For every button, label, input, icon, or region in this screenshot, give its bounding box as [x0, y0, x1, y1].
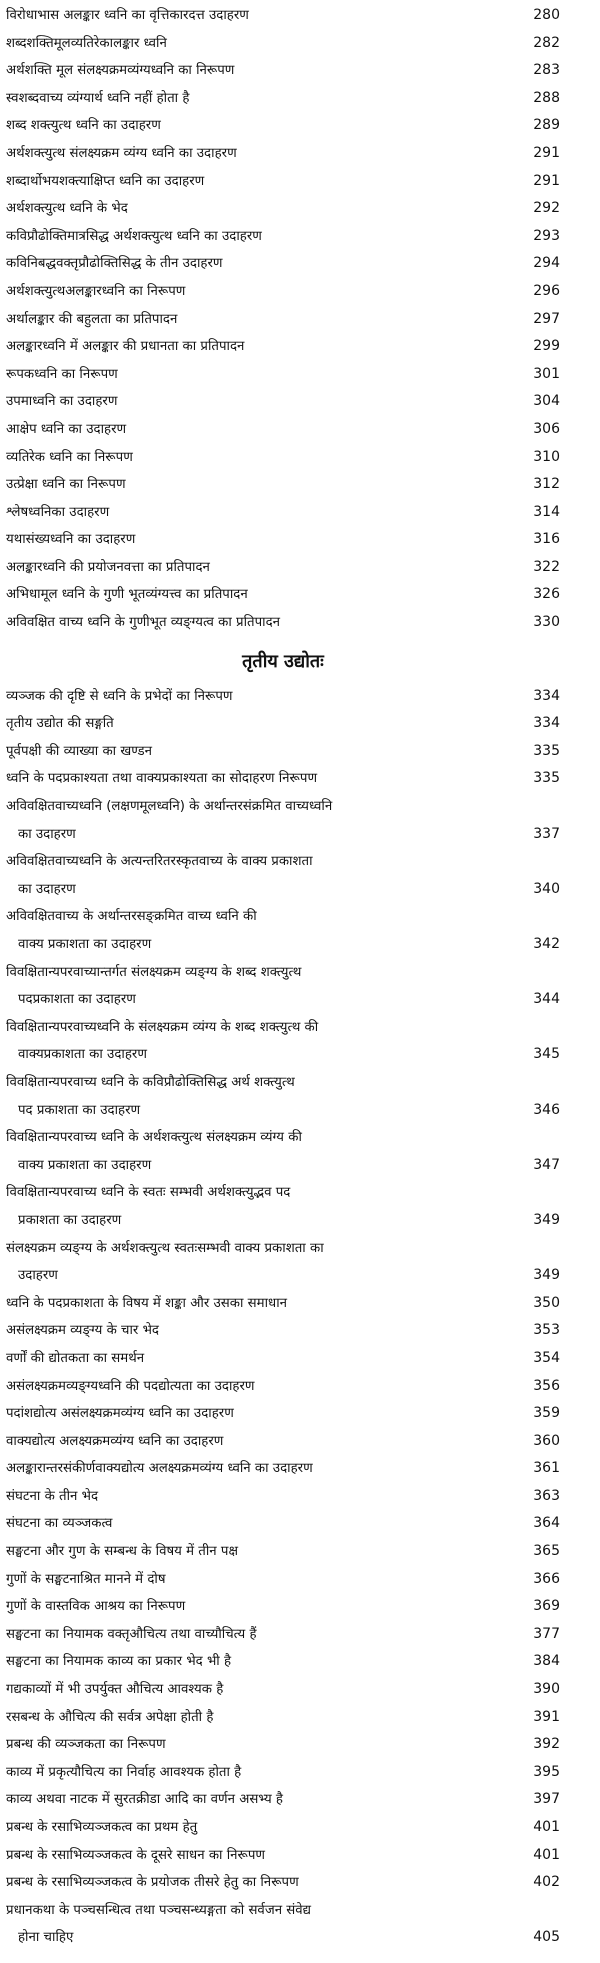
toc-entry — [6, 1455, 560, 1483]
toc-entry — [6, 1676, 560, 1704]
toc-entry-title — [6, 278, 446, 306]
toc-entry-title-line: सङ्घटना और गुण के सम्बन्ध के विषय में तीन पक्ष — [6, 1544, 238, 1560]
toc-entry-page-number: 337 — [533, 825, 560, 842]
toc-entry-title-line: गुणों के वास्तविक आश्रय का निरूपण — [6, 1599, 186, 1615]
toc-entry-title-line: उपमाध्वनि का उदाहरण — [6, 394, 118, 410]
toc-entry-page-number: 280 — [533, 7, 560, 23]
toc-entry — [6, 793, 560, 848]
toc-entry — [6, 471, 560, 499]
toc-entry-title-line: सङ्घटना का नियामक वक्तृऔचित्य तथा वाच्यौचित्य हैं — [6, 1626, 257, 1642]
toc-entry — [6, 1317, 560, 1345]
toc-entry-title-line: प्रबन्ध के रसाभिव्यञ्जकत्व के दूसरे साधन का निरूपण — [6, 1847, 266, 1863]
toc-entry-page-number: 293 — [533, 227, 560, 244]
toc-entry-title — [6, 526, 446, 554]
toc-entry-title-line: काव्य अथवा नाटक में सुरतक्रीडा आदि का वर्णन असभ्य है — [6, 1792, 283, 1808]
toc-entry-title-line: रसबन्ध के औचित्य की सर्वत्र अपेक्षा होती है — [6, 1709, 214, 1725]
toc-entry-title — [6, 581, 446, 609]
toc-entry-title-line: अविवक्षितवाच्यध्वनि (लक्षणमूलध्वनि) के अर्थान्तरसंक्रमित वाच्यध्वनि — [6, 799, 333, 815]
toc-entry-title — [6, 1648, 446, 1676]
toc-entry — [6, 609, 560, 637]
toc-entry-page-number: 365 — [533, 1543, 560, 1560]
toc-entry — [6, 1179, 560, 1234]
toc-entry-title — [6, 499, 446, 527]
toc-entry — [6, 1400, 560, 1428]
toc-entry-title-line: पदांशद्योत्य असंलक्ष्यक्रमव्यंग्य ध्वनि का उदाहरण — [6, 1406, 234, 1422]
toc-entry-page-number: 299 — [533, 338, 560, 355]
toc-entry-title-line: शब्दशक्तिमूलव्यतिरेकालङ्कार ध्वनि — [6, 35, 167, 51]
toc-entry-title — [6, 1759, 446, 1787]
toc-entry-page-number: 334 — [533, 715, 560, 732]
toc-entry — [6, 1069, 560, 1124]
toc-entry-title-line: गद्यकाव्यों में भी उपर्युक्त औचित्य आवश्यक है — [6, 1682, 224, 1698]
toc-entry — [6, 1566, 560, 1594]
toc-entry-title-line: शब्दार्थोभयशक्त्याक्षिप्त ध्वनि का उदाहरण — [6, 173, 205, 189]
toc-entry — [6, 195, 560, 223]
toc-entry — [6, 1593, 560, 1621]
toc-entry-page-number: 306 — [533, 420, 560, 437]
toc-entry-title-line: गुणों के सङ्घटनाश्रित मानने में दोष — [6, 1571, 166, 1587]
toc-section-2 — [6, 683, 560, 1952]
toc-entry-title-line: संघटना का व्यञ्जकत्व — [6, 1516, 113, 1532]
toc-entry-page-number: 283 — [533, 62, 560, 79]
toc-entry-title — [6, 903, 446, 958]
toc-entry-title — [6, 1566, 446, 1594]
toc-entry-title — [6, 1842, 446, 1870]
toc-entry-page-number: 335 — [533, 770, 560, 787]
toc-entry-title — [6, 1731, 446, 1759]
toc-entry-title-line: संलक्ष्यक्रम व्यङ्ग्य के अर्थशक्त्युत्थ स्वतःसम्भवी वाक्य प्रकाशता का — [6, 1240, 324, 1256]
toc-entry-page-number: 296 — [533, 282, 560, 299]
toc-entry-title — [6, 140, 446, 168]
toc-entry — [6, 250, 560, 278]
toc-entry — [6, 361, 560, 389]
toc-entry-page-number: 390 — [533, 1681, 560, 1698]
toc-entry-page-number: 301 — [533, 365, 560, 382]
toc-entry — [6, 168, 560, 196]
toc-entry-title-line: प्रबन्ध के रसाभिव्यञ्जकत्व के प्रयोजक तीसरे हेतु का निरूपण — [6, 1875, 299, 1891]
toc-entry-title-continuation: वाक्य प्रकाशता का उदाहरण — [18, 1157, 152, 1173]
toc-entry-title-line: यथासंख्यध्वनि का उदाहरण — [6, 532, 136, 548]
toc-entry — [6, 1373, 560, 1401]
toc-entry-page-number: 350 — [533, 1294, 560, 1311]
toc-entry-title — [6, 1317, 446, 1345]
toc-section-1 — [6, 2, 560, 637]
toc-entry-title — [6, 738, 446, 766]
toc-entry — [6, 1704, 560, 1732]
toc-entry-page-number: 335 — [533, 742, 560, 759]
toc-entry-title-line: विवक्षितान्यपरवाच्य ध्वनि के अर्थशक्त्युत्थ संलक्ष्यक्रम व्यंग्य की — [6, 1130, 302, 1146]
toc-entry — [6, 526, 560, 554]
toc-entry-page-number: 364 — [533, 1515, 560, 1532]
toc-entry-page-number: 405 — [533, 1929, 560, 1946]
toc-entry-title-line: विवक्षितान्यपरवाच्य ध्वनि के कविप्रौढोक्तिसिद्ध अर्थ शक्त्युत्थ — [6, 1074, 295, 1090]
toc-entry-title — [6, 1897, 446, 1952]
toc-entry-page-number: 349 — [533, 1267, 560, 1284]
toc-entry-page-number: 384 — [533, 1653, 560, 1670]
toc-entry-page-number: 310 — [533, 448, 560, 465]
toc-entry-title-line: अविवक्षितवाच्य के अर्थान्तरसङ्क्रमित वाच्य ध्वनि की — [6, 909, 257, 925]
chapter-heading: तृतीय उद्योतः — [242, 650, 324, 672]
toc-entry-title-line: उत्प्रेक्षा ध्वनि का निरूपण — [6, 477, 126, 493]
toc-entry — [6, 1814, 560, 1842]
toc-entry — [6, 444, 560, 472]
toc-entry-title-line: अलङ्कारध्वनि में अलङ्कार की प्रधानता का प्रतिपादन — [6, 339, 245, 355]
toc-entry-title-line: प्रधानकथा के पञ्चसन्धित्व तथा पञ्चसन्ध्यङ्गता को सर्वजन संवेद्य — [6, 1902, 312, 1918]
toc-entry-page-number: 340 — [533, 880, 560, 897]
toc-entry — [6, 765, 560, 793]
toc-entry-title — [6, 1676, 446, 1704]
toc-entry-title — [6, 471, 446, 499]
toc-entry-title — [6, 306, 446, 334]
toc-entry-title — [6, 1704, 446, 1732]
toc-entry-page-number: 288 — [533, 89, 560, 106]
toc-entry — [6, 1759, 560, 1787]
toc-entry — [6, 1510, 560, 1538]
toc-entry-page-number: 326 — [533, 586, 560, 603]
toc-entry-title — [6, 1235, 446, 1290]
toc-entry-page-number: 322 — [533, 558, 560, 575]
toc-entry — [6, 140, 560, 168]
toc-entry-page-number: 349 — [533, 1211, 560, 1228]
toc-entry-title-continuation: प्रकाशता का उदाहरण — [18, 1212, 122, 1228]
toc-entry-page-number: 345 — [533, 1046, 560, 1063]
toc-entry-title — [6, 609, 446, 637]
toc-entry-title — [6, 1290, 446, 1318]
toc-entry-title — [6, 2, 446, 30]
toc-entry-title-line: कविप्रौढोक्तिमात्रसिद्ध अर्थशक्त्युत्थ ध्वनि का उदाहरण — [6, 228, 262, 244]
toc-entry-title-line: अर्थशक्त्युत्थ ध्वनि के भेद — [6, 201, 128, 217]
toc-entry-title-line: रूपकध्वनि का निरूपण — [6, 366, 118, 382]
toc-entry — [6, 112, 560, 140]
toc-entry-title — [6, 1814, 446, 1842]
toc-entry — [6, 554, 560, 582]
toc-entry — [6, 223, 560, 251]
toc-entry-title-line: स्वशब्दवाच्य व्यंग्यार्थ ध्वनि नहीं होता है — [6, 90, 190, 106]
toc-entry-title-line: वर्णों की द्योतकता का समर्थन — [6, 1350, 145, 1366]
toc-entry-title-continuation: वाक्यप्रकाशता का उदाहरण — [18, 1047, 147, 1063]
toc-entry-title — [6, 959, 446, 1014]
toc-entry-title-continuation: वाक्य प्रकाशता का उदाहरण — [18, 937, 152, 952]
toc-entry — [6, 306, 560, 334]
toc-entry-title-line: पूर्वपक्षी की व्याख्या का खण्डन — [6, 743, 153, 759]
toc-entry-page-number: 347 — [533, 1156, 560, 1173]
toc-entry-title-line: अविवक्षितवाच्यध्वनि के अत्यन्तरितरस्कृतवाच्य के वाक्य प्रकाशता — [6, 854, 313, 870]
toc-entry-title — [6, 1400, 446, 1428]
toc-entry-title — [6, 710, 446, 738]
toc-entry-title-line: विवक्षितान्यपरवाच्यान्तर्गत संलक्ष्यक्रम व्यङ्ग्य के शब्द शक्त्युत्थ — [6, 964, 302, 980]
toc-entry-title-line: अर्थशक्ति मूल संलक्ष्यक्रमव्यंग्यध्वनि का निरूपण — [6, 63, 235, 79]
toc-entry-title — [6, 250, 446, 278]
toc-entry — [6, 738, 560, 766]
toc-entry-page-number: 363 — [533, 1487, 560, 1504]
toc-entry-title-continuation: उदाहरण — [18, 1268, 58, 1284]
toc-entry-title-line: प्रबन्ध के रसाभिव्यञ्जकत्व का प्रथम हेतु — [6, 1820, 198, 1835]
toc-entry — [6, 959, 560, 1014]
toc-entry — [6, 499, 560, 527]
toc-entry-title — [6, 1373, 446, 1401]
toc-entry-page-number: 397 — [533, 1791, 560, 1808]
toc-entry-page-number: 361 — [533, 1460, 560, 1477]
toc-entry-title-line: असंलक्ष्यक्रमव्यङ्ग्यध्वनि की पदद्योत्यता का उदाहरण — [6, 1378, 255, 1394]
toc-entry-page-number: 353 — [533, 1322, 560, 1339]
toc-entry — [6, 1290, 560, 1318]
toc-entry-title-line: श्लेषध्वनिका उदाहरण — [6, 504, 110, 520]
toc-entry-title-line: संघटना के तीन भेद — [6, 1488, 99, 1504]
toc-entry-page-number: 401 — [533, 1819, 560, 1835]
toc-entry-title-line: अर्थशक्त्युत्थअलङ्कारध्वनि का निरूपण — [6, 283, 186, 299]
toc-entry-title — [6, 1345, 446, 1373]
toc-entry — [6, 85, 560, 113]
toc-entry — [6, 57, 560, 85]
toc-entry-page-number: 354 — [533, 1349, 560, 1366]
toc-entry-title-line: विरोधाभास अलङ्कार ध्वनि का वृत्तिकारदत्त उदाहरण — [6, 8, 249, 23]
toc-entry-page-number: 304 — [533, 393, 560, 410]
toc-entry-title-line: शब्द शक्त्युत्थ ध्वनि का उदाहरण — [6, 118, 161, 134]
toc-entry-page-number: 330 — [533, 614, 560, 631]
toc-entry — [6, 848, 560, 903]
toc-entry-title-line: आक्षेप ध्वनि का उदाहरण — [6, 421, 127, 437]
toc-entry-title — [6, 848, 446, 903]
toc-entry-page-number: 334 — [533, 687, 560, 704]
toc-entry-page-number: 392 — [533, 1736, 560, 1753]
toc-entry-page-number: 291 — [533, 144, 560, 161]
toc-entry — [6, 710, 560, 738]
toc-entry-title-line: अर्थशक्त्युत्थ संलक्ष्यक्रम व्यंग्य ध्वनि का उदाहरण — [6, 145, 237, 161]
toc-entry-page-number: 360 — [533, 1432, 560, 1449]
toc-entry-title — [6, 85, 446, 113]
toc-entry-page-number: 346 — [533, 1101, 560, 1118]
toc-entry-page-number: 359 — [533, 1405, 560, 1422]
toc-entry-title-line: कविनिबद्धवक्तृप्रौढोक्तिसिद्ध के तीन उदाहरण — [6, 256, 223, 272]
toc-entry-title-line: काव्य में प्रकृत्यौचित्य का निर्वाह आवश्यक होता है — [6, 1764, 242, 1780]
toc-entry-title-line: वाक्यद्योत्य अलक्ष्यक्रमव्यंग्य ध्वनि का उदाहरण — [6, 1433, 224, 1449]
toc-entry-title — [6, 765, 446, 793]
toc-entry-title — [6, 112, 446, 140]
toc-entry-page-number: 395 — [533, 1763, 560, 1780]
toc-entry-title-continuation: का उदाहरण — [18, 826, 76, 842]
toc-entry-page-number: 291 — [533, 172, 560, 189]
toc-entry-page-number: 282 — [533, 34, 560, 51]
toc-entry-page-number: 402 — [533, 1874, 560, 1891]
toc-entry-page-number: 312 — [533, 476, 560, 493]
toc-entry-title — [6, 1538, 446, 1566]
toc-entry-title — [6, 444, 446, 472]
toc-entry-title — [6, 30, 446, 58]
toc-entry-title-line: प्रबन्ध की व्यञ्जकता का निरूपण — [6, 1737, 166, 1753]
toc-entry — [6, 683, 560, 711]
toc-entry-page-number: 297 — [533, 310, 560, 327]
toc-entry-page-number: 342 — [533, 936, 560, 952]
toc-entry-title — [6, 1593, 446, 1621]
toc-entry-page-number: 314 — [533, 503, 560, 520]
toc-entry-title — [6, 168, 446, 196]
toc-entry — [6, 1345, 560, 1373]
toc-entry-title-line: अविवक्षित वाच्य ध्वनि के गुणीभूत व्यङ्ग्यत्व का प्रतिपादन — [6, 615, 281, 631]
toc-entry — [6, 1124, 560, 1179]
toc-entry — [6, 1869, 560, 1897]
toc-entry-title — [6, 223, 446, 251]
toc-entry-title-continuation: पदप्रकाशता का उदाहरण — [18, 992, 136, 1008]
toc-entry-page-number: 377 — [533, 1625, 560, 1642]
toc-entry-page-number: 316 — [533, 531, 560, 548]
toc-entry-title — [6, 1510, 446, 1538]
toc-entry-title-line: अर्थालङ्कार की बहुलता का प्रतिपादन — [6, 311, 178, 327]
toc-entry — [6, 1483, 560, 1511]
toc-entry-title — [6, 333, 446, 361]
toc-entry-page-number: 366 — [533, 1570, 560, 1587]
toc-entry-title — [6, 361, 446, 389]
toc-entry — [6, 388, 560, 416]
toc-entry — [6, 1731, 560, 1759]
toc-entry-title-continuation: पद प्रकाशता का उदाहरण — [18, 1102, 141, 1118]
toc-entry-title — [6, 683, 446, 711]
toc-entry-title — [6, 388, 446, 416]
toc-entry — [6, 1538, 560, 1566]
toc-entry — [6, 903, 560, 958]
toc-entry — [6, 333, 560, 361]
toc-entry-title — [6, 1455, 446, 1483]
toc-entry-title-continuation: का उदाहरण — [18, 881, 76, 897]
toc-entry-title — [6, 1124, 446, 1179]
toc-entry-page-number: 391 — [533, 1708, 560, 1725]
toc-entry-page-number: 369 — [533, 1598, 560, 1615]
toc-entry — [6, 1014, 560, 1069]
toc-entry-title-line: अलङ्कारध्वनि की प्रयोजनवत्ता का प्रतिपादन — [6, 559, 210, 575]
toc-entry-title — [6, 195, 446, 223]
toc-entry-title — [6, 793, 446, 848]
toc-entry — [6, 1621, 560, 1649]
toc-entry-title-line: व्यञ्जक की दृष्टि से ध्वनि के प्रभेदों का निरूपण — [6, 688, 233, 704]
toc-entry-page-number: 292 — [533, 200, 560, 217]
toc-entry — [6, 1897, 560, 1952]
toc-entry — [6, 2, 560, 30]
toc-entry-page-number: 294 — [533, 255, 560, 272]
toc-entry-title-line: अभिधामूल ध्वनि के गुणी भूतव्यंग्यत्त्व का प्रतिपादन — [6, 587, 248, 603]
toc-entry-title — [6, 1014, 446, 1069]
toc-entry-title-line: सङ्घटना का नियामक काव्य का प्रकार भेद भी है — [6, 1654, 232, 1670]
toc-entry — [6, 30, 560, 58]
toc-entry — [6, 1648, 560, 1676]
toc-entry-title-line: ध्वनि के पदप्रकाशता के विषय में शङ्का और उसका समाधान — [6, 1295, 288, 1311]
toc-entry-title-line: अलङ्कारान्तरसंकीर्णवाक्यद्योत्य अलक्ष्यक्रमव्यंग्य ध्वनि का उदाहरण — [6, 1461, 313, 1477]
toc-entry-title — [6, 1483, 446, 1511]
table-of-contents — [6, 2, 560, 1952]
toc-entry-title — [6, 1428, 446, 1456]
toc-entry-title — [6, 1621, 446, 1649]
toc-entry-title-line: विवक्षितान्यपरवाच्य ध्वनि के स्वतः सम्भवी अर्थशक्त्युद्भव पद — [6, 1185, 291, 1201]
toc-entry-page-number: 344 — [533, 991, 560, 1008]
toc-entry — [6, 1786, 560, 1814]
toc-entry-title — [6, 1786, 446, 1814]
toc-entry — [6, 1235, 560, 1290]
toc-entry-page-number: 356 — [533, 1377, 560, 1394]
toc-entry-title — [6, 416, 446, 444]
toc-entry — [6, 1428, 560, 1456]
toc-entry-title-line: विवक्षितान्यपरवाच्यध्वनि के संलक्ष्यक्रम व्यंग्य के शब्द शक्त्युत्थ की — [6, 1019, 319, 1035]
toc-entry — [6, 416, 560, 444]
toc-entry-title — [6, 1179, 446, 1234]
toc-entry — [6, 1842, 560, 1870]
toc-entry — [6, 581, 560, 609]
toc-entry-title — [6, 57, 446, 85]
toc-entry-title-line: ध्वनि के पदप्रकाश्यता तथा वाक्यप्रकाश्यता का सोदाहरण निरूपण — [6, 771, 318, 787]
toc-entry-title-line: व्यतिरेक ध्वनि का निरूपण — [6, 449, 133, 465]
toc-entry-title-continuation: होना चाहिए — [18, 1930, 74, 1946]
toc-entry-page-number: 401 — [533, 1846, 560, 1863]
toc-entry-title — [6, 1069, 446, 1124]
toc-entry-title — [6, 1869, 446, 1897]
toc-entry-title — [6, 554, 446, 582]
toc-entry-title-line: असंलक्ष्यक्रम व्यङ्ग्य के चार भेद — [6, 1323, 159, 1339]
toc-entry — [6, 278, 560, 306]
toc-entry-page-number: 289 — [533, 117, 560, 134]
toc-entry-title-line: तृतीय उद्योत की सङ्गति — [6, 716, 114, 732]
